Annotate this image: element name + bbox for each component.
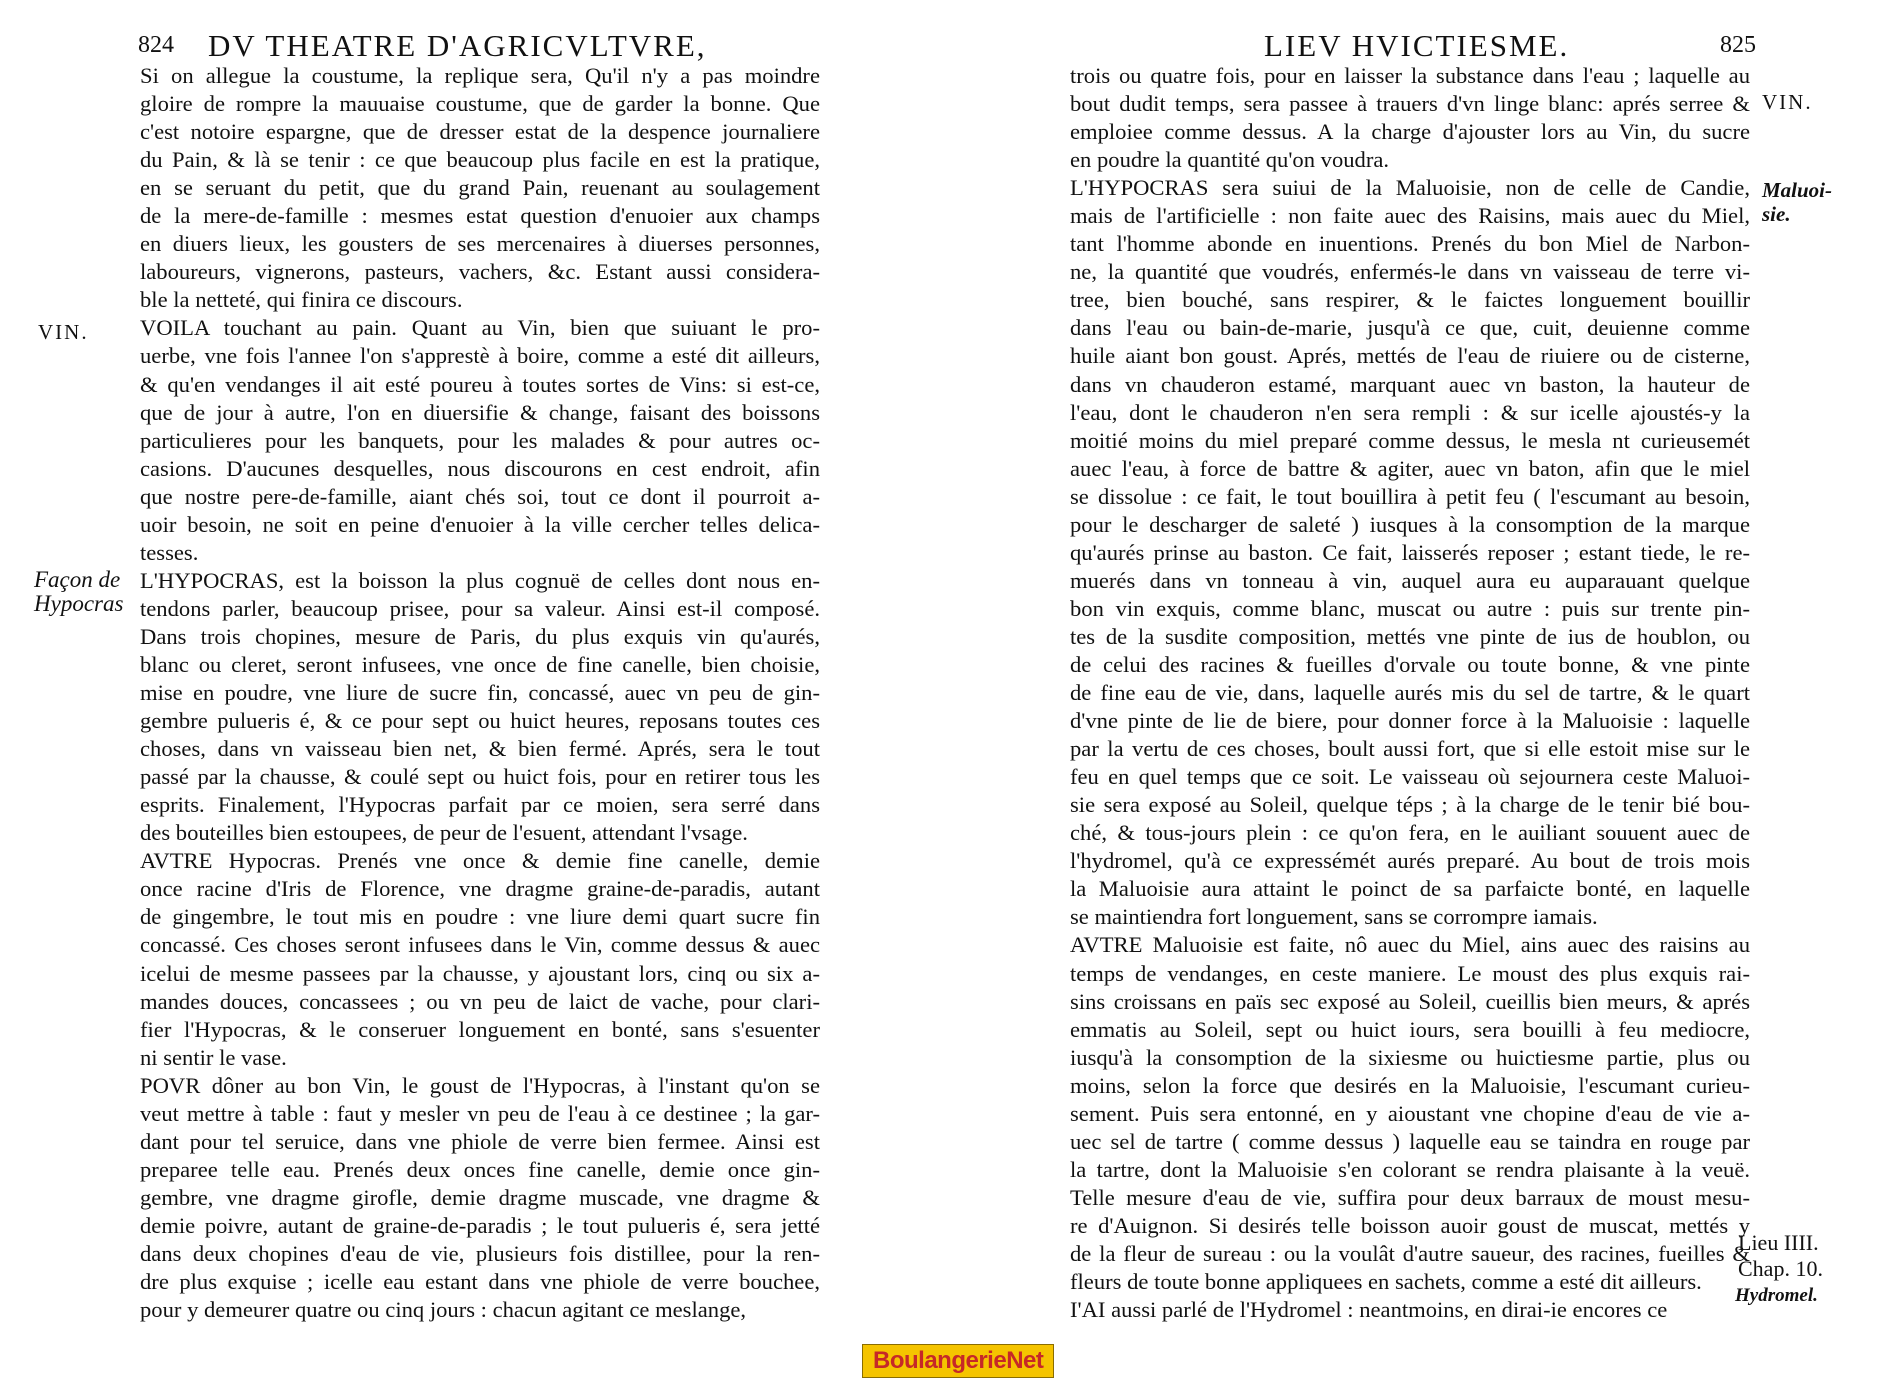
text-line: temps de vendanges, en ceste maniere. Le moust des plus exquis rai- bbox=[1070, 960, 1750, 986]
text-line: pour le descharger de saleté ) iusques à la consomption de la marque bbox=[1070, 511, 1750, 537]
text-line: fier l'Hypocras, & le conseruer longuement en bonté, sans s'esuenter bbox=[140, 1016, 820, 1042]
text-line: pour y demeurer quatre ou cinq jours : chacun agitant ce meslange, bbox=[140, 1297, 747, 1323]
text-line: Si on allegue la coustume, la replique sera, Qu'il n'y a pas moindre bbox=[140, 63, 820, 88]
text-line: & qu'en vendanges il ait esté poureu à toutes sortes de Vins: si est-ce, bbox=[140, 371, 820, 397]
text-line: huile aiant bon goust. Aprés, mettés de l'eau de riuiere ou de cisterne, bbox=[1070, 343, 1750, 369]
text-line: ble la netteté, qui finira ce discours. bbox=[140, 287, 463, 313]
text-line: AVTRE Hypocras. Prenés vne once & demie fine canelle, demie bbox=[140, 848, 820, 874]
text-line: sement. Puis sera entonné, en y aioustant vne chopine d'eau de vie a- bbox=[1070, 1100, 1750, 1126]
text-line: bout dudit temps, sera passee à trauers d'vn linge blanc: aprés serree & bbox=[1070, 91, 1750, 117]
text-line: gembre, vne dragme girofle, demie dragme muscade, vne dragme & bbox=[140, 1184, 820, 1210]
text-line: des bouteilles bien estoupees, de peur de l'esuent, attendant l'vsage. bbox=[140, 820, 748, 846]
text-line: preparee telle eau. Prenés deux onces fine canelle, demie once gin- bbox=[140, 1156, 820, 1182]
text-line: uerbe, vne fois l'annee l'on s'apprestè à boire, comme a esté dit ailleurs, bbox=[140, 343, 820, 369]
page-number: 825 bbox=[1720, 32, 1756, 58]
text-line: se dissolue : ce fait, le tout bouillira à petit feu ( l'escumant au besoin, bbox=[1070, 483, 1750, 509]
text-line: la Maluoisie aura attaint le poinct de sa parfaicte bonté, en laquelle bbox=[1070, 876, 1750, 902]
running-header: LIEV HVICTIESME. bbox=[1264, 28, 1570, 63]
text-line: dre plus exquise ; icelle eau estant dans vne phiole de verre bouchee, bbox=[140, 1269, 820, 1295]
watermark-logo: BoulangerieNet bbox=[862, 1344, 1054, 1378]
text-line: en se seruant du petit, que du grand Pain, reuenant au soulagement bbox=[140, 175, 820, 201]
text-line: moitié moins du miel preparé comme dessus, le mesla nt curieusemét bbox=[1070, 427, 1750, 453]
text-line: casions. D'aucunes desquelles, nous discourons en cest endroit, afin bbox=[140, 455, 820, 481]
text-line: particulieres pour les banquets, pour les malades & pour autres oc- bbox=[140, 427, 820, 453]
text-line: tesses. bbox=[140, 539, 199, 565]
text-line: d'vne pinte de lie de biere, pour donner force à la Maluoisie : laquelle bbox=[1070, 708, 1750, 734]
text-line: dans deux chopines d'eau de vie, plusieurs fois distillee, pour la ren- bbox=[140, 1240, 820, 1266]
text-line: emploiee comme dessus. A la charge d'ajouster lors au Vin, du sucre bbox=[1070, 119, 1750, 145]
running-header: DV THEATRE D'AGRICVLTVRE, bbox=[208, 28, 707, 63]
text-line: bon vin exquis, comme blanc, muscat ou autre : puis sur trente pin- bbox=[1070, 595, 1750, 621]
margin-note-hydromel: Hydromel. bbox=[1735, 1285, 1818, 1306]
text-line: de celui des racines & fueilles d'orvale ou toute bonne, & vne pinte bbox=[1070, 651, 1750, 677]
text-line: du Pain, & là se tenir : ce que beaucoup plus facile en est la pratique, bbox=[140, 147, 820, 173]
text-line: de gingembre, le tout mis en poudre : vne liure demi quart sucre fin bbox=[140, 904, 820, 930]
text-line: gloire de rompre la mauuaise coustume, que de garder la bonne. Que bbox=[140, 91, 820, 117]
text-line: en poudre la quantité qu'on voudra. bbox=[1070, 147, 1390, 173]
margin-note-hypocras: Façon de Hypocras bbox=[34, 567, 124, 616]
text-line: que de jour à autre, l'on en diuersifie & change, faisant des boissons bbox=[140, 399, 820, 425]
text-line: sie sera exposé au Soleil, quelque téps ; à la charge de le tenir bié bou- bbox=[1070, 792, 1750, 818]
body-text bbox=[1070, 62, 1750, 1324]
text-line: mais de l'artificielle : non faite auec des Raisins, mais auec du Miel, bbox=[1070, 203, 1750, 229]
margin-note-maluoisie: Maluoi- sie. bbox=[1762, 178, 1833, 226]
text-line: qu'aurés prinse au baston. Ce fait, laisserés reposer ; estant tiede, le re- bbox=[1070, 539, 1750, 565]
text-line: uec sel de tartre ( comme dessus ) laquelle eau se taindra en rouge par bbox=[1070, 1128, 1750, 1154]
text-line: feu en quel temps que ce soit. Le vaisseau où sejournera ceste Maluoi- bbox=[1070, 764, 1750, 790]
text-line: once racine d'Iris de Florence, vne dragme graine-de-paradis, autant bbox=[140, 876, 820, 902]
text-line: gembre pulueris é, & ce pour sept ou huict heures, reposans toutes ces bbox=[140, 708, 820, 734]
text-line: ne, la quantité que voudrés, enfermés-le dans vn vaisseau de terre vi- bbox=[1070, 259, 1750, 285]
text-line: ni sentir le vase. bbox=[140, 1044, 287, 1070]
text-line: uoir besoin, ne soit en peine d'enuoier à la ville cercher telles delica- bbox=[140, 511, 820, 537]
text-line: veut mettre à table : faut y mesler vn peu de l'eau à ce destinee ; la gar- bbox=[140, 1100, 820, 1126]
text-line: par la vertu de ces choses, boult aussi fort, que si elle estoit mise sur le bbox=[1070, 736, 1750, 762]
text-line: Dans trois chopines, mesure de Paris, du plus exquis vin qu'aurés, bbox=[140, 623, 820, 649]
text-line: tes de la susdite composition, mettés vne pinte de ius de houblon, ou bbox=[1070, 623, 1750, 649]
text-line: re d'Auignon. Si desirés telle boisson auoir goust de muscat, mettés y bbox=[1070, 1212, 1750, 1238]
margin-note-vin: VIN. bbox=[1762, 90, 1813, 114]
text-line: L'HYPOCRAS sera suiui de la Maluoisie, non de celle de Candie, bbox=[1070, 175, 1750, 201]
body-text bbox=[140, 62, 820, 1324]
text-line: la tartre, dont la Maluoisie s'en colorant se rendra plaisante à la veuë. bbox=[1070, 1156, 1750, 1182]
text-line: c'est notoire espargne, que de dresser estat de la despence journaliere bbox=[140, 119, 820, 145]
text-line: tant l'homme abonde en inuentions. Prenés du bon Miel de Narbon- bbox=[1070, 231, 1750, 257]
text-line: dans vn chauderon estamé, marquant auec vn baston, la hauteur de bbox=[1070, 371, 1750, 397]
text-line: Telle mesure d'eau de vie, suffira pour deux barraux de moust mesu- bbox=[1070, 1184, 1750, 1210]
text-line: laboureurs, vignerons, pasteurs, vachers, &c. Estant aussi considera- bbox=[140, 259, 820, 285]
margin-note-vin: VIN. bbox=[38, 320, 89, 344]
text-line: trois ou quatre fois, pour en laisser la substance dans l'eau ; laquelle au bbox=[1070, 63, 1750, 88]
text-line: dant pour tel seruice, dans vne phiole de verre bien fermee. Ainsi est bbox=[140, 1128, 820, 1154]
text-line: blanc ou cleret, seront infusees, vne once de fine canelle, bien choisie, bbox=[140, 651, 820, 677]
text-line: de la mere-de-famille : mesmes estat question d'enuoier aux champs bbox=[140, 203, 820, 229]
right-page bbox=[950, 0, 1900, 1381]
text-line: fleurs de toute bonne appliquees en sachets, comme a esté dit ailleurs. bbox=[1070, 1269, 1702, 1295]
text-line: sins croissans en païs sec exposé au Soleil, cueillis bien meurs, & aprés bbox=[1070, 988, 1750, 1014]
text-line: VOILA touchant au pain. Quant au Vin, bien que suiuant le pro- bbox=[140, 315, 820, 341]
text-line: tree, bien bouché, sans respirer, & le faictes longuement bouillir bbox=[1070, 287, 1750, 313]
text-line: de fine eau de vie, dans, laquelle aurés mis du sel de tartre, & le quart bbox=[1070, 680, 1750, 706]
text-line: L'HYPOCRAS, est la boisson la plus cognuë de celles dont nous en- bbox=[140, 567, 820, 593]
text-line: demie poivre, autant de graine-de-paradis ; le tout pulueris é, sera jetté bbox=[140, 1212, 820, 1238]
text-line: I'AI aussi parlé de l'Hydromel : neantmoins, en dirai-ie encores ce bbox=[1070, 1297, 1668, 1323]
text-line: AVTRE Maluoisie est faite, nô auec du Miel, ains auec des raisins au bbox=[1070, 932, 1750, 958]
margin-note-lieu: Lieu IIII. Chap. 10. bbox=[1738, 1230, 1823, 1281]
page-number: 824 bbox=[138, 32, 174, 58]
text-line: tendons parler, beaucoup prisee, pour sa valeur. Ainsi est-il composé. bbox=[140, 595, 820, 621]
text-line: en diuers lieux, les gousters de ses mercenaires à diuerses personnes, bbox=[140, 231, 820, 257]
text-line: iusqu'à la consomption de la sixiesme ou huictiesme partie, plus ou bbox=[1070, 1044, 1750, 1070]
text-line: que nostre pere-de-famille, aiant chés soi, tout ce dont il pourroit a- bbox=[140, 483, 820, 509]
text-line: dans l'eau ou bain-de-marie, jusqu'à ce que, cuit, deuienne comme bbox=[1070, 315, 1750, 341]
text-line: moins, selon la force que desirés en la Maluoisie, l'escumant curieu- bbox=[1070, 1072, 1750, 1098]
text-line: choses, dans vn vaisseau bien net, & bien fermé. Aprés, sera le tout bbox=[140, 736, 820, 762]
text-line: passé par la chausse, & coulé sept ou huict fois, pour en retirer tous les bbox=[140, 764, 820, 790]
text-line: icelui de mesme passees par la chausse, y ajoustant lors, cinq ou six a- bbox=[140, 960, 820, 986]
text-line: l'eau, dont le chauderon n'en sera rempli : & sur icelle ajoustés-y la bbox=[1070, 399, 1750, 425]
text-line: muerés dans vn tonneau à vin, auquel aura eu auparauant quelque bbox=[1070, 567, 1750, 593]
text-line: auec l'eau, à force de battre & agiter, auec vn baton, afin que le miel bbox=[1070, 455, 1750, 481]
text-line: de la fleur de sureau : ou la voulât d'autre saueur, des racines, fueilles & bbox=[1070, 1240, 1750, 1266]
text-line: ché, & tous-jours plein : ce qu'on fera, en le auiliant souuent auec de bbox=[1070, 820, 1750, 846]
text-line: mise en poudre, vne liure de sucre fin, concassé, auec vn peu de gin- bbox=[140, 680, 820, 706]
text-line: esprits. Finalement, l'Hypocras parfait par ce moien, sera serré dans bbox=[140, 792, 820, 818]
text-line: emmatis au Soleil, sept ou huict iours, sera bouilli à feu mediocre, bbox=[1070, 1016, 1750, 1042]
text-line: POVR dôner au bon Vin, le goust de l'Hypocras, à l'instant qu'on se bbox=[140, 1072, 820, 1098]
text-line: mandes douces, concassees ; ou vn peu de laict de vache, pour clari- bbox=[140, 988, 820, 1014]
text-line: se maintiendra fort longuement, sans se corrompre iamais. bbox=[1070, 904, 1598, 930]
text-line: l'hydromel, qu'à ce expressémét aurés preparé. Au bout de trois mois bbox=[1070, 848, 1750, 874]
text-line: concassé. Ces choses seront infusees dans le Vin, comme dessus & auec bbox=[140, 932, 820, 958]
